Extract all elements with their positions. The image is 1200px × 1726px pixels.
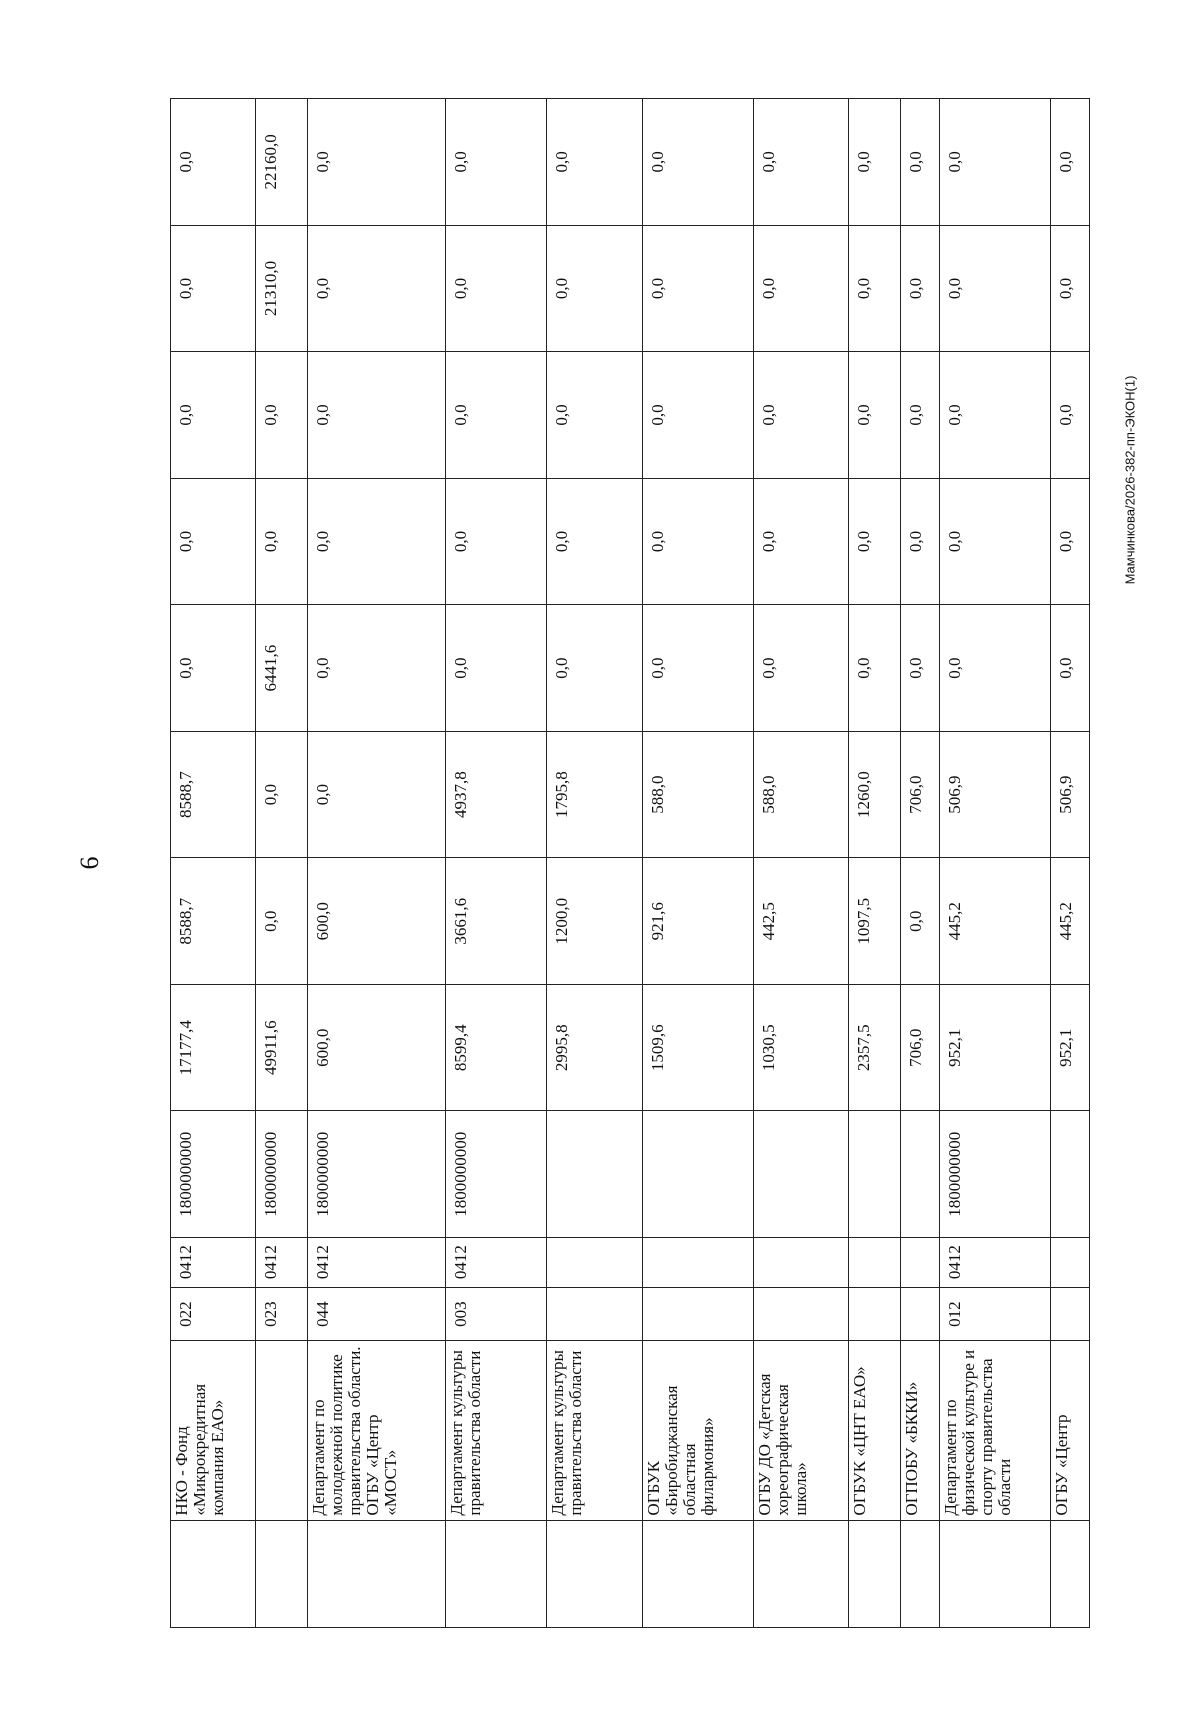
- recipient-name-cell: ОГБУ «Центр: [1051, 1341, 1090, 1521]
- value-cell: 2995,8: [546, 984, 643, 1111]
- value-cell: 588,0: [643, 731, 754, 858]
- value-cell: 921,6: [643, 858, 754, 985]
- value-cell: 1509,6: [643, 984, 754, 1111]
- code-cell: [849, 1288, 901, 1341]
- value-cell: 0,0: [446, 478, 547, 605]
- value-cell: 506,9: [1051, 731, 1090, 858]
- blank-cell: [940, 1520, 1051, 1627]
- blank-cell: [1051, 1520, 1090, 1627]
- value-cell: 588,0: [754, 731, 849, 858]
- value-cell: 506,9: [940, 731, 1051, 858]
- table-row: [901, 99, 940, 1628]
- section-cell: [754, 1238, 849, 1288]
- value-cell: 0,0: [307, 225, 445, 352]
- recipient-name-cell: ОГПОБУ «БККИ»: [901, 1341, 940, 1521]
- value-cell: 0,0: [754, 352, 849, 479]
- value-cell: 1260,0: [849, 731, 901, 858]
- value-cell: 0,0: [546, 478, 643, 605]
- value-cell: 0,0: [307, 731, 445, 858]
- code-cell: 003: [446, 1288, 547, 1341]
- section-cell: 0412: [171, 1238, 256, 1288]
- value-cell: 0,0: [901, 478, 940, 605]
- table-row: [754, 99, 849, 1628]
- blank-cell: [754, 1520, 849, 1627]
- blank-cell: [171, 1520, 256, 1627]
- value-cell: 0,0: [307, 99, 445, 226]
- code-cell: 044: [307, 1288, 445, 1341]
- value-cell: 0,0: [446, 352, 547, 479]
- value-cell: 0,0: [255, 858, 307, 985]
- value-cell: 0,0: [754, 99, 849, 226]
- value-cell: 0,0: [255, 352, 307, 479]
- value-cell: 0,0: [849, 605, 901, 732]
- section-cell: 0412: [255, 1238, 307, 1288]
- value-cell: 0,0: [643, 605, 754, 732]
- target-cell: [901, 1111, 940, 1238]
- target-cell: [849, 1111, 901, 1238]
- value-cell: 952,1: [1051, 984, 1090, 1111]
- page-number: 6: [75, 856, 104, 870]
- value-cell: 0,0: [546, 225, 643, 352]
- table-row: [255, 99, 307, 1628]
- value-cell: 0,0: [754, 225, 849, 352]
- value-cell: 0,0: [1051, 99, 1090, 226]
- table-body: [171, 99, 1090, 1628]
- code-cell: [754, 1288, 849, 1341]
- recipient-name-cell: Департамент культуры правительства области: [446, 1341, 547, 1521]
- value-cell: 706,0: [901, 984, 940, 1111]
- value-cell: 0,0: [901, 352, 940, 479]
- section-cell: [546, 1238, 643, 1288]
- target-cell: 1800000000: [255, 1111, 307, 1238]
- value-cell: 8588,7: [171, 858, 256, 985]
- value-cell: 952,1: [940, 984, 1051, 1111]
- value-cell: 1097,5: [849, 858, 901, 985]
- value-cell: 0,0: [546, 605, 643, 732]
- value-cell: 0,0: [1051, 478, 1090, 605]
- budget-table-sheet: [170, 98, 1090, 1628]
- section-cell: [901, 1238, 940, 1288]
- value-cell: 0,0: [940, 605, 1051, 732]
- value-cell: 0,0: [849, 225, 901, 352]
- recipient-name-cell: НКО - Фонд «Микрокредитная компания ЕАО»: [171, 1341, 256, 1521]
- code-cell: 022: [171, 1288, 256, 1341]
- value-cell: 0,0: [901, 99, 940, 226]
- value-cell: 0,0: [901, 858, 940, 985]
- section-cell: [643, 1238, 754, 1288]
- value-cell: 0,0: [1051, 225, 1090, 352]
- code-cell: 023: [255, 1288, 307, 1341]
- value-cell: 0,0: [546, 352, 643, 479]
- table-row: [307, 99, 445, 1628]
- target-cell: 1800000000: [307, 1111, 445, 1238]
- footer-document-code: [1120, 100, 1140, 860]
- value-cell: 17177,4: [171, 984, 256, 1111]
- value-cell: 0,0: [643, 225, 754, 352]
- code-cell: [1051, 1288, 1090, 1341]
- recipient-name-cell: ОГБУК «ЦНТ ЕАО»: [849, 1341, 901, 1521]
- value-cell: 600,0: [307, 858, 445, 985]
- value-cell: 0,0: [849, 99, 901, 226]
- value-cell: 0,0: [171, 352, 256, 479]
- value-cell: 0,0: [849, 478, 901, 605]
- blank-cell: [849, 1520, 901, 1627]
- value-cell: 0,0: [307, 478, 445, 605]
- recipient-name-cell: ОГБУК «Биробиджанская областная филармония»: [643, 1341, 754, 1521]
- value-cell: 0,0: [171, 99, 256, 226]
- value-cell: 1200,0: [546, 858, 643, 985]
- value-cell: 0,0: [307, 352, 445, 479]
- target-cell: [643, 1111, 754, 1238]
- value-cell: 0,0: [446, 99, 547, 226]
- table-row: [1051, 99, 1090, 1628]
- recipient-name-cell: ОГБУ ДО «Детская хореографическая школа»: [754, 1341, 849, 1521]
- value-cell: 0,0: [446, 225, 547, 352]
- value-cell: 1795,8: [546, 731, 643, 858]
- blank-cell: [307, 1520, 445, 1627]
- value-cell: 0,0: [1051, 352, 1090, 479]
- value-cell: 445,2: [1051, 858, 1090, 985]
- value-cell: 0,0: [171, 605, 256, 732]
- value-cell: 442,5: [754, 858, 849, 985]
- value-cell: 2357,5: [849, 984, 901, 1111]
- target-cell: 1800000000: [446, 1111, 547, 1238]
- target-cell: [546, 1111, 643, 1238]
- value-cell: 8599,4: [446, 984, 547, 1111]
- value-cell: 21310,0: [255, 225, 307, 352]
- value-cell: 0,0: [1051, 605, 1090, 732]
- value-cell: 0,0: [255, 731, 307, 858]
- value-cell: 0,0: [940, 99, 1051, 226]
- value-cell: 0,0: [754, 605, 849, 732]
- table-row: [446, 99, 547, 1628]
- value-cell: 0,0: [643, 352, 754, 479]
- code-cell: [546, 1288, 643, 1341]
- section-cell: [849, 1238, 901, 1288]
- value-cell: 3661,6: [446, 858, 547, 985]
- table-row: [849, 99, 901, 1628]
- value-cell: 0,0: [940, 352, 1051, 479]
- table-row: [546, 99, 643, 1628]
- value-cell: 0,0: [171, 225, 256, 352]
- value-cell: 1030,5: [754, 984, 849, 1111]
- table-row: [643, 99, 754, 1628]
- recipient-name-cell: Департамент по физической культуре и спорту правительства области: [940, 1341, 1051, 1521]
- section-cell: [1051, 1238, 1090, 1288]
- value-cell: 0,0: [754, 478, 849, 605]
- value-cell: 0,0: [255, 478, 307, 605]
- target-cell: [754, 1111, 849, 1238]
- value-cell: 0,0: [643, 478, 754, 605]
- blank-cell: [901, 1520, 940, 1627]
- target-cell: [1051, 1111, 1090, 1238]
- recipient-name-cell: Департамент культуры правительства области: [546, 1341, 643, 1521]
- value-cell: 706,0: [901, 731, 940, 858]
- target-cell: 1800000000: [171, 1111, 256, 1238]
- footer-code-text: Мамчинкова/2026-382-пп-ЭКОН(1): [1122, 375, 1138, 585]
- value-cell: 8588,7: [171, 731, 256, 858]
- value-cell: 0,0: [446, 605, 547, 732]
- value-cell: 4937,8: [446, 731, 547, 858]
- blank-cell: [446, 1520, 547, 1627]
- value-cell: 445,2: [940, 858, 1051, 985]
- code-cell: 012: [940, 1288, 1051, 1341]
- value-cell: 22160,0: [255, 99, 307, 226]
- value-cell: 0,0: [171, 478, 256, 605]
- section-cell: 0412: [307, 1238, 445, 1288]
- value-cell: 0,0: [901, 605, 940, 732]
- value-cell: 49911,6: [255, 984, 307, 1111]
- blank-cell: [255, 1520, 307, 1627]
- budget-table: [170, 98, 1090, 1628]
- value-cell: 0,0: [307, 605, 445, 732]
- recipient-name-cell: Департамент по молодежной политике правительства области. ОГБУ «Центр «МОСТ»: [307, 1341, 445, 1521]
- section-cell: 0412: [940, 1238, 1051, 1288]
- table-row: [171, 99, 256, 1628]
- value-cell: 600,0: [307, 984, 445, 1111]
- recipient-name-cell: [255, 1341, 307, 1521]
- value-cell: 0,0: [849, 352, 901, 479]
- target-cell: 1800000000: [940, 1111, 1051, 1238]
- value-cell: 0,0: [901, 225, 940, 352]
- value-cell: 0,0: [546, 99, 643, 226]
- blank-cell: [643, 1520, 754, 1627]
- code-cell: [643, 1288, 754, 1341]
- value-cell: 6441,6: [255, 605, 307, 732]
- blank-cell: [546, 1520, 643, 1627]
- table-row: [940, 99, 1051, 1628]
- value-cell: 0,0: [643, 99, 754, 226]
- code-cell: [901, 1288, 940, 1341]
- value-cell: 0,0: [940, 225, 1051, 352]
- section-cell: 0412: [446, 1238, 547, 1288]
- value-cell: 0,0: [940, 478, 1051, 605]
